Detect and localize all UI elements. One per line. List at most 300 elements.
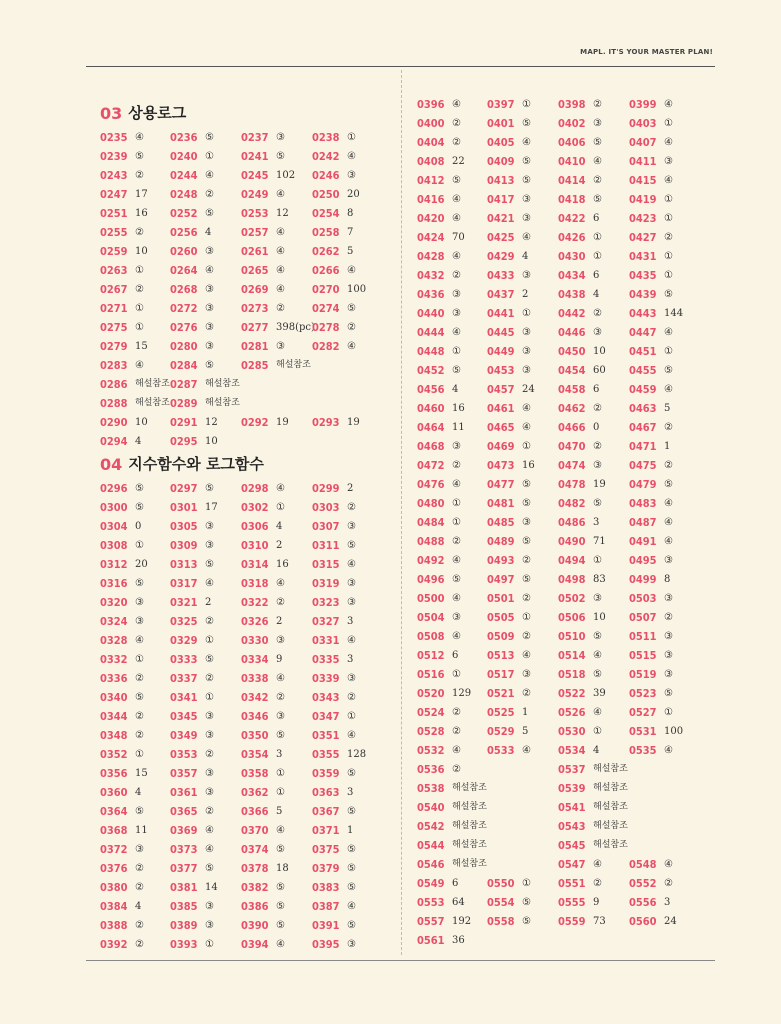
problem-number: 0482	[558, 497, 586, 510]
problem-number: 0547	[558, 858, 586, 871]
answer-row	[100, 204, 390, 223]
answer-value: ①	[205, 635, 214, 646]
problem-number: 0476	[417, 478, 445, 491]
problem-number: 0517	[487, 668, 515, 681]
problem-number: 0544	[417, 839, 445, 852]
problem-number: 0342	[241, 691, 269, 704]
problem-number: 0365	[170, 805, 198, 818]
problem-number: 0531	[629, 725, 657, 738]
problem-number: 0366	[241, 805, 269, 818]
answer-value: ④	[593, 859, 602, 870]
problem-number: 0503	[629, 592, 657, 605]
problem-number: 0396	[417, 98, 445, 111]
answer-row	[100, 612, 390, 631]
answer-value: ③	[205, 787, 214, 798]
answer-value: ⑤	[593, 498, 602, 509]
answer-value: 5	[664, 403, 671, 414]
answer-value: ④	[347, 901, 356, 912]
answer-value: 4	[276, 521, 283, 532]
answer-value: 4	[593, 745, 600, 756]
problem-number: 0377	[170, 862, 198, 875]
problem-number: 0271	[100, 302, 128, 315]
answer-row	[100, 432, 390, 451]
problem-number: 0381	[170, 881, 198, 894]
answer-value: ①	[664, 270, 673, 281]
problem-number: 0536	[417, 763, 445, 776]
answer-value: ①	[205, 939, 214, 950]
answer-value: ③	[522, 194, 531, 205]
problem-number: 0470	[558, 440, 586, 453]
answer-value: ⑤	[522, 479, 531, 490]
problem-number: 0484	[417, 516, 445, 529]
answer-value: ②	[593, 403, 602, 414]
answer-value: 100	[347, 284, 367, 295]
problem-number: 0320	[100, 596, 128, 609]
answer-value: ②	[664, 232, 673, 243]
problem-number: 0362	[241, 786, 269, 799]
answer-value: 19	[347, 417, 360, 428]
answer-value: 해설참조	[452, 783, 487, 793]
answer-value: ①	[135, 265, 144, 276]
problem-number: 0532	[417, 744, 445, 757]
problem-number: 0435	[629, 269, 657, 282]
answer-value: 20	[347, 189, 360, 200]
answer-row	[417, 817, 717, 836]
answer-value: ②	[452, 536, 461, 547]
answer-value: ④	[452, 99, 461, 110]
answer-row	[100, 337, 390, 356]
answer-value: ②	[135, 170, 144, 181]
answer-row	[417, 760, 717, 779]
answer-value: ④	[522, 422, 531, 433]
answer-value: 해설참조	[135, 398, 170, 408]
answer-row	[417, 152, 717, 171]
answer-value: 4	[135, 787, 142, 798]
problem-number: 0357	[170, 767, 198, 780]
problem-number: 0303	[312, 501, 340, 514]
problem-number: 0403	[629, 117, 657, 130]
answer-value: 11	[135, 825, 148, 836]
answer-row	[100, 375, 390, 394]
problem-number: 0324	[100, 615, 128, 628]
answer-value: ④	[664, 745, 673, 756]
answer-value: 해설참조	[452, 802, 487, 812]
answer-value: ⑤	[522, 118, 531, 129]
problem-number: 0512	[417, 649, 445, 662]
answer-value: ④	[664, 327, 673, 338]
answer-value: 해설참조	[205, 379, 240, 389]
answer-value: ③	[205, 711, 214, 722]
problem-number: 0322	[241, 596, 269, 609]
problem-number: 0267	[100, 283, 128, 296]
problem-number: 0343	[312, 691, 340, 704]
problem-number: 0477	[487, 478, 515, 491]
answer-value: ②	[135, 673, 144, 684]
answer-value: ④	[452, 213, 461, 224]
problem-number: 0352	[100, 748, 128, 761]
problem-number: 0395	[312, 938, 340, 951]
answer-value: ③	[276, 635, 285, 646]
answer-value: ①	[593, 726, 602, 737]
problem-number: 0490	[558, 535, 586, 548]
problem-number: 0539	[558, 782, 586, 795]
answer-value: ②	[593, 308, 602, 319]
answer-row	[417, 779, 717, 798]
answer-value: 6	[593, 213, 600, 224]
answer-value: ③	[347, 939, 356, 950]
answer-row	[417, 304, 717, 323]
answer-value: ①	[664, 251, 673, 262]
answer-row	[417, 551, 717, 570]
answer-value: ④	[347, 559, 356, 570]
problem-number: 0429	[487, 250, 515, 263]
answer-value: 10	[205, 436, 218, 447]
problem-number: 0421	[487, 212, 515, 225]
problem-number: 0511	[629, 630, 657, 643]
answer-value: ⑤	[347, 303, 356, 314]
problem-number: 0440	[417, 307, 445, 320]
answer-row	[417, 380, 717, 399]
answer-row	[417, 342, 717, 361]
answer-value: ④	[522, 403, 531, 414]
answer-value: 24	[664, 916, 677, 927]
answer-value: 해설참조	[593, 783, 628, 793]
answer-value: 4	[135, 436, 142, 447]
answer-value: ③	[205, 540, 214, 551]
answer-row	[100, 280, 390, 299]
answer-value: 22	[452, 156, 465, 167]
answer-value: ①	[452, 669, 461, 680]
answer-value: ①	[347, 132, 356, 143]
answer-value: ④	[347, 265, 356, 276]
answer-value: 4	[135, 901, 142, 912]
problem-number: 0363	[312, 786, 340, 799]
problem-number: 0428	[417, 250, 445, 263]
answer-value: 3	[664, 897, 671, 908]
problem-number: 0341	[170, 691, 198, 704]
answer-row	[100, 261, 390, 280]
problem-number: 0451	[629, 345, 657, 358]
answer-value: ④	[593, 156, 602, 167]
answer-value: 71	[593, 536, 606, 547]
problem-number: 0530	[558, 725, 586, 738]
problem-number: 0284	[170, 359, 198, 372]
problem-number: 0289	[170, 397, 198, 410]
problem-number: 0522	[558, 687, 586, 700]
problem-number: 0316	[100, 577, 128, 590]
answer-value: ①	[664, 194, 673, 205]
problem-number: 0375	[312, 843, 340, 856]
problem-number: 0444	[417, 326, 445, 339]
problem-number: 0560	[629, 915, 657, 928]
answer-value: ④	[664, 536, 673, 547]
answer-row	[100, 498, 390, 517]
answer-value: 1	[347, 825, 354, 836]
problem-number: 0445	[487, 326, 515, 339]
problem-number: 0382	[241, 881, 269, 894]
answer-row	[100, 242, 390, 261]
problem-number: 0402	[558, 117, 586, 130]
problem-number: 0398	[558, 98, 586, 111]
problem-number: 0521	[487, 687, 515, 700]
problem-number: 0272	[170, 302, 198, 315]
answer-value: ②	[347, 692, 356, 703]
problem-number: 0280	[170, 340, 198, 353]
answer-value: 해설참조	[276, 360, 311, 370]
problem-number: 0523	[629, 687, 657, 700]
answer-value: 해설참조	[593, 840, 628, 850]
section-title	[100, 100, 390, 128]
answer-row	[100, 821, 390, 840]
problem-number: 0338	[241, 672, 269, 685]
problem-number: 0298	[241, 482, 269, 495]
problem-number: 0472	[417, 459, 445, 472]
problem-number: 0513	[487, 649, 515, 662]
problem-number: 0239	[100, 150, 128, 163]
answer-value: ③	[205, 521, 214, 532]
answer-value: 해설참조	[452, 840, 487, 850]
answer-value: ④	[205, 265, 214, 276]
answer-value: ⑤	[135, 806, 144, 817]
problem-number: 0506	[558, 611, 586, 624]
answer-value: ⑤	[347, 920, 356, 931]
problem-number: 0481	[487, 497, 515, 510]
problem-number: 0333	[170, 653, 198, 666]
answer-row	[417, 494, 717, 513]
answer-value: ④	[135, 132, 144, 143]
problem-number: 0394	[241, 938, 269, 951]
problem-number: 0559	[558, 915, 586, 928]
problem-number: 0534	[558, 744, 586, 757]
problem-number: 0453	[487, 364, 515, 377]
answer-value: 129	[452, 688, 472, 699]
problem-number: 0269	[241, 283, 269, 296]
answer-value: ①	[522, 99, 531, 110]
problem-number: 0412	[417, 174, 445, 187]
answer-value: ③	[205, 730, 214, 741]
answer-value: ②	[135, 863, 144, 874]
answer-value: ②	[347, 322, 356, 333]
answer-value: 4	[205, 227, 212, 238]
answer-value: ①	[522, 308, 531, 319]
problem-number: 0486	[558, 516, 586, 529]
problem-number: 0334	[241, 653, 269, 666]
answer-value: ③	[347, 578, 356, 589]
answer-row	[100, 479, 390, 498]
answer-value: ⑤	[452, 365, 461, 376]
answer-row	[417, 361, 717, 380]
problem-number: 0463	[629, 402, 657, 415]
answer-value: ③	[347, 597, 356, 608]
problem-number: 0350	[241, 729, 269, 742]
answer-value: ②	[135, 711, 144, 722]
answer-value: ⑤	[347, 844, 356, 855]
answer-value: ②	[276, 692, 285, 703]
section-number: 04	[100, 455, 123, 474]
problem-number: 0494	[558, 554, 586, 567]
problem-number: 0509	[487, 630, 515, 643]
answer-value: ④	[593, 650, 602, 661]
problem-number: 0552	[629, 877, 657, 890]
answer-value: ④	[664, 384, 673, 395]
answer-row	[417, 532, 717, 551]
problem-number: 0516	[417, 668, 445, 681]
problem-number: 0499	[629, 573, 657, 586]
problem-number: 0262	[312, 245, 340, 258]
problem-number: 0519	[629, 668, 657, 681]
answer-value: ①	[452, 498, 461, 509]
answer-row	[100, 318, 390, 337]
answer-value: 5	[522, 726, 529, 737]
answer-value: ①	[522, 441, 531, 452]
problem-number: 0524	[417, 706, 445, 719]
answer-value: ④	[205, 170, 214, 181]
answer-value: ④	[276, 227, 285, 238]
problem-number: 0496	[417, 573, 445, 586]
problem-number: 0457	[487, 383, 515, 396]
answer-value: ③	[205, 322, 214, 333]
problem-number: 0244	[170, 169, 198, 182]
answer-value: 18	[276, 863, 289, 874]
answer-value: ①	[347, 711, 356, 722]
problem-number: 0252	[170, 207, 198, 220]
answer-row	[100, 897, 390, 916]
answer-value: ③	[205, 303, 214, 314]
problem-number: 0478	[558, 478, 586, 491]
problem-number: 0427	[629, 231, 657, 244]
problem-number: 0380	[100, 881, 128, 894]
problem-number: 0426	[558, 231, 586, 244]
answer-value: 73	[593, 916, 606, 927]
problem-number: 0299	[312, 482, 340, 495]
problem-number: 0480	[417, 497, 445, 510]
answer-value: ②	[664, 612, 673, 623]
answer-value: ④	[205, 578, 214, 589]
problem-number: 0274	[312, 302, 340, 315]
answer-row	[417, 931, 717, 950]
answer-row	[100, 574, 390, 593]
answer-value: ②	[664, 878, 673, 889]
answer-value: 10	[135, 417, 148, 428]
answer-value: ⑤	[276, 844, 285, 855]
problem-number: 0369	[170, 824, 198, 837]
answer-value: ⑤	[664, 289, 673, 300]
answer-value: ⑤	[135, 502, 144, 513]
answer-row	[417, 798, 717, 817]
problem-number: 0360	[100, 786, 128, 799]
answer-value: ③	[593, 118, 602, 129]
answer-row	[417, 874, 717, 893]
problem-number: 0425	[487, 231, 515, 244]
answer-value: ①	[522, 612, 531, 623]
answer-row	[417, 722, 717, 741]
answer-row	[100, 356, 390, 375]
answer-value: ②	[522, 593, 531, 604]
answer-row	[417, 133, 717, 152]
answer-value: ⑤	[205, 654, 214, 665]
answer-row	[100, 555, 390, 574]
answer-value: ④	[452, 593, 461, 604]
answer-value: 6	[593, 270, 600, 281]
problem-number: 0415	[629, 174, 657, 187]
answer-value: ①	[135, 749, 144, 760]
problem-number: 0561	[417, 934, 445, 947]
answer-value: ③	[593, 460, 602, 471]
problem-number: 0288	[100, 397, 128, 410]
answer-value: ⑤	[135, 578, 144, 589]
problem-number: 0390	[241, 919, 269, 932]
problem-number: 0268	[170, 283, 198, 296]
problem-number: 0446	[558, 326, 586, 339]
answer-value: ④	[347, 730, 356, 741]
problem-number: 0462	[558, 402, 586, 415]
problem-number: 0406	[558, 136, 586, 149]
answer-value: ⑤	[452, 175, 461, 186]
answer-value: 17	[205, 502, 218, 513]
problem-number: 0286	[100, 378, 128, 391]
problem-number: 0456	[417, 383, 445, 396]
problem-number: 0450	[558, 345, 586, 358]
answer-value: ①	[135, 654, 144, 665]
answer-row	[100, 593, 390, 612]
right-column	[417, 95, 717, 950]
answer-value: ②	[522, 631, 531, 642]
answer-value: ④	[664, 175, 673, 186]
answer-value: ①	[452, 517, 461, 528]
answer-row	[100, 802, 390, 821]
answer-row	[100, 299, 390, 318]
answer-value: 10	[593, 612, 606, 623]
answer-value: ⑤	[135, 692, 144, 703]
problem-number: 0448	[417, 345, 445, 358]
answer-value: 9	[593, 897, 600, 908]
problem-number: 0296	[100, 482, 128, 495]
answer-value: ②	[205, 749, 214, 760]
answer-row	[417, 114, 717, 133]
answer-value: ⑤	[522, 156, 531, 167]
problem-number: 0310	[241, 539, 269, 552]
problem-number: 0464	[417, 421, 445, 434]
answer-value: ②	[276, 597, 285, 608]
problem-number: 0392	[100, 938, 128, 951]
answer-row	[417, 190, 717, 209]
problem-number: 0251	[100, 207, 128, 220]
answer-value: 3	[593, 517, 600, 528]
answer-value: ⑤	[522, 916, 531, 927]
answer-value: ④	[452, 327, 461, 338]
answer-value: ②	[135, 939, 144, 950]
problem-number: 0254	[312, 207, 340, 220]
problem-number: 0452	[417, 364, 445, 377]
problem-number: 0497	[487, 573, 515, 586]
problem-number: 0373	[170, 843, 198, 856]
problem-number: 0323	[312, 596, 340, 609]
problem-number: 0502	[558, 592, 586, 605]
answer-value: ①	[276, 502, 285, 513]
answer-value: 3	[347, 654, 354, 665]
problem-number: 0250	[312, 188, 340, 201]
problem-number: 0340	[100, 691, 128, 704]
answer-value: ④	[347, 151, 356, 162]
answer-value: ③	[205, 246, 214, 257]
problem-number: 0409	[487, 155, 515, 168]
problem-number: 0515	[629, 649, 657, 662]
answer-value: ⑤	[347, 882, 356, 893]
problem-number: 0495	[629, 554, 657, 567]
problem-number: 0294	[100, 435, 128, 448]
problem-number: 0259	[100, 245, 128, 258]
answer-row	[100, 935, 390, 954]
